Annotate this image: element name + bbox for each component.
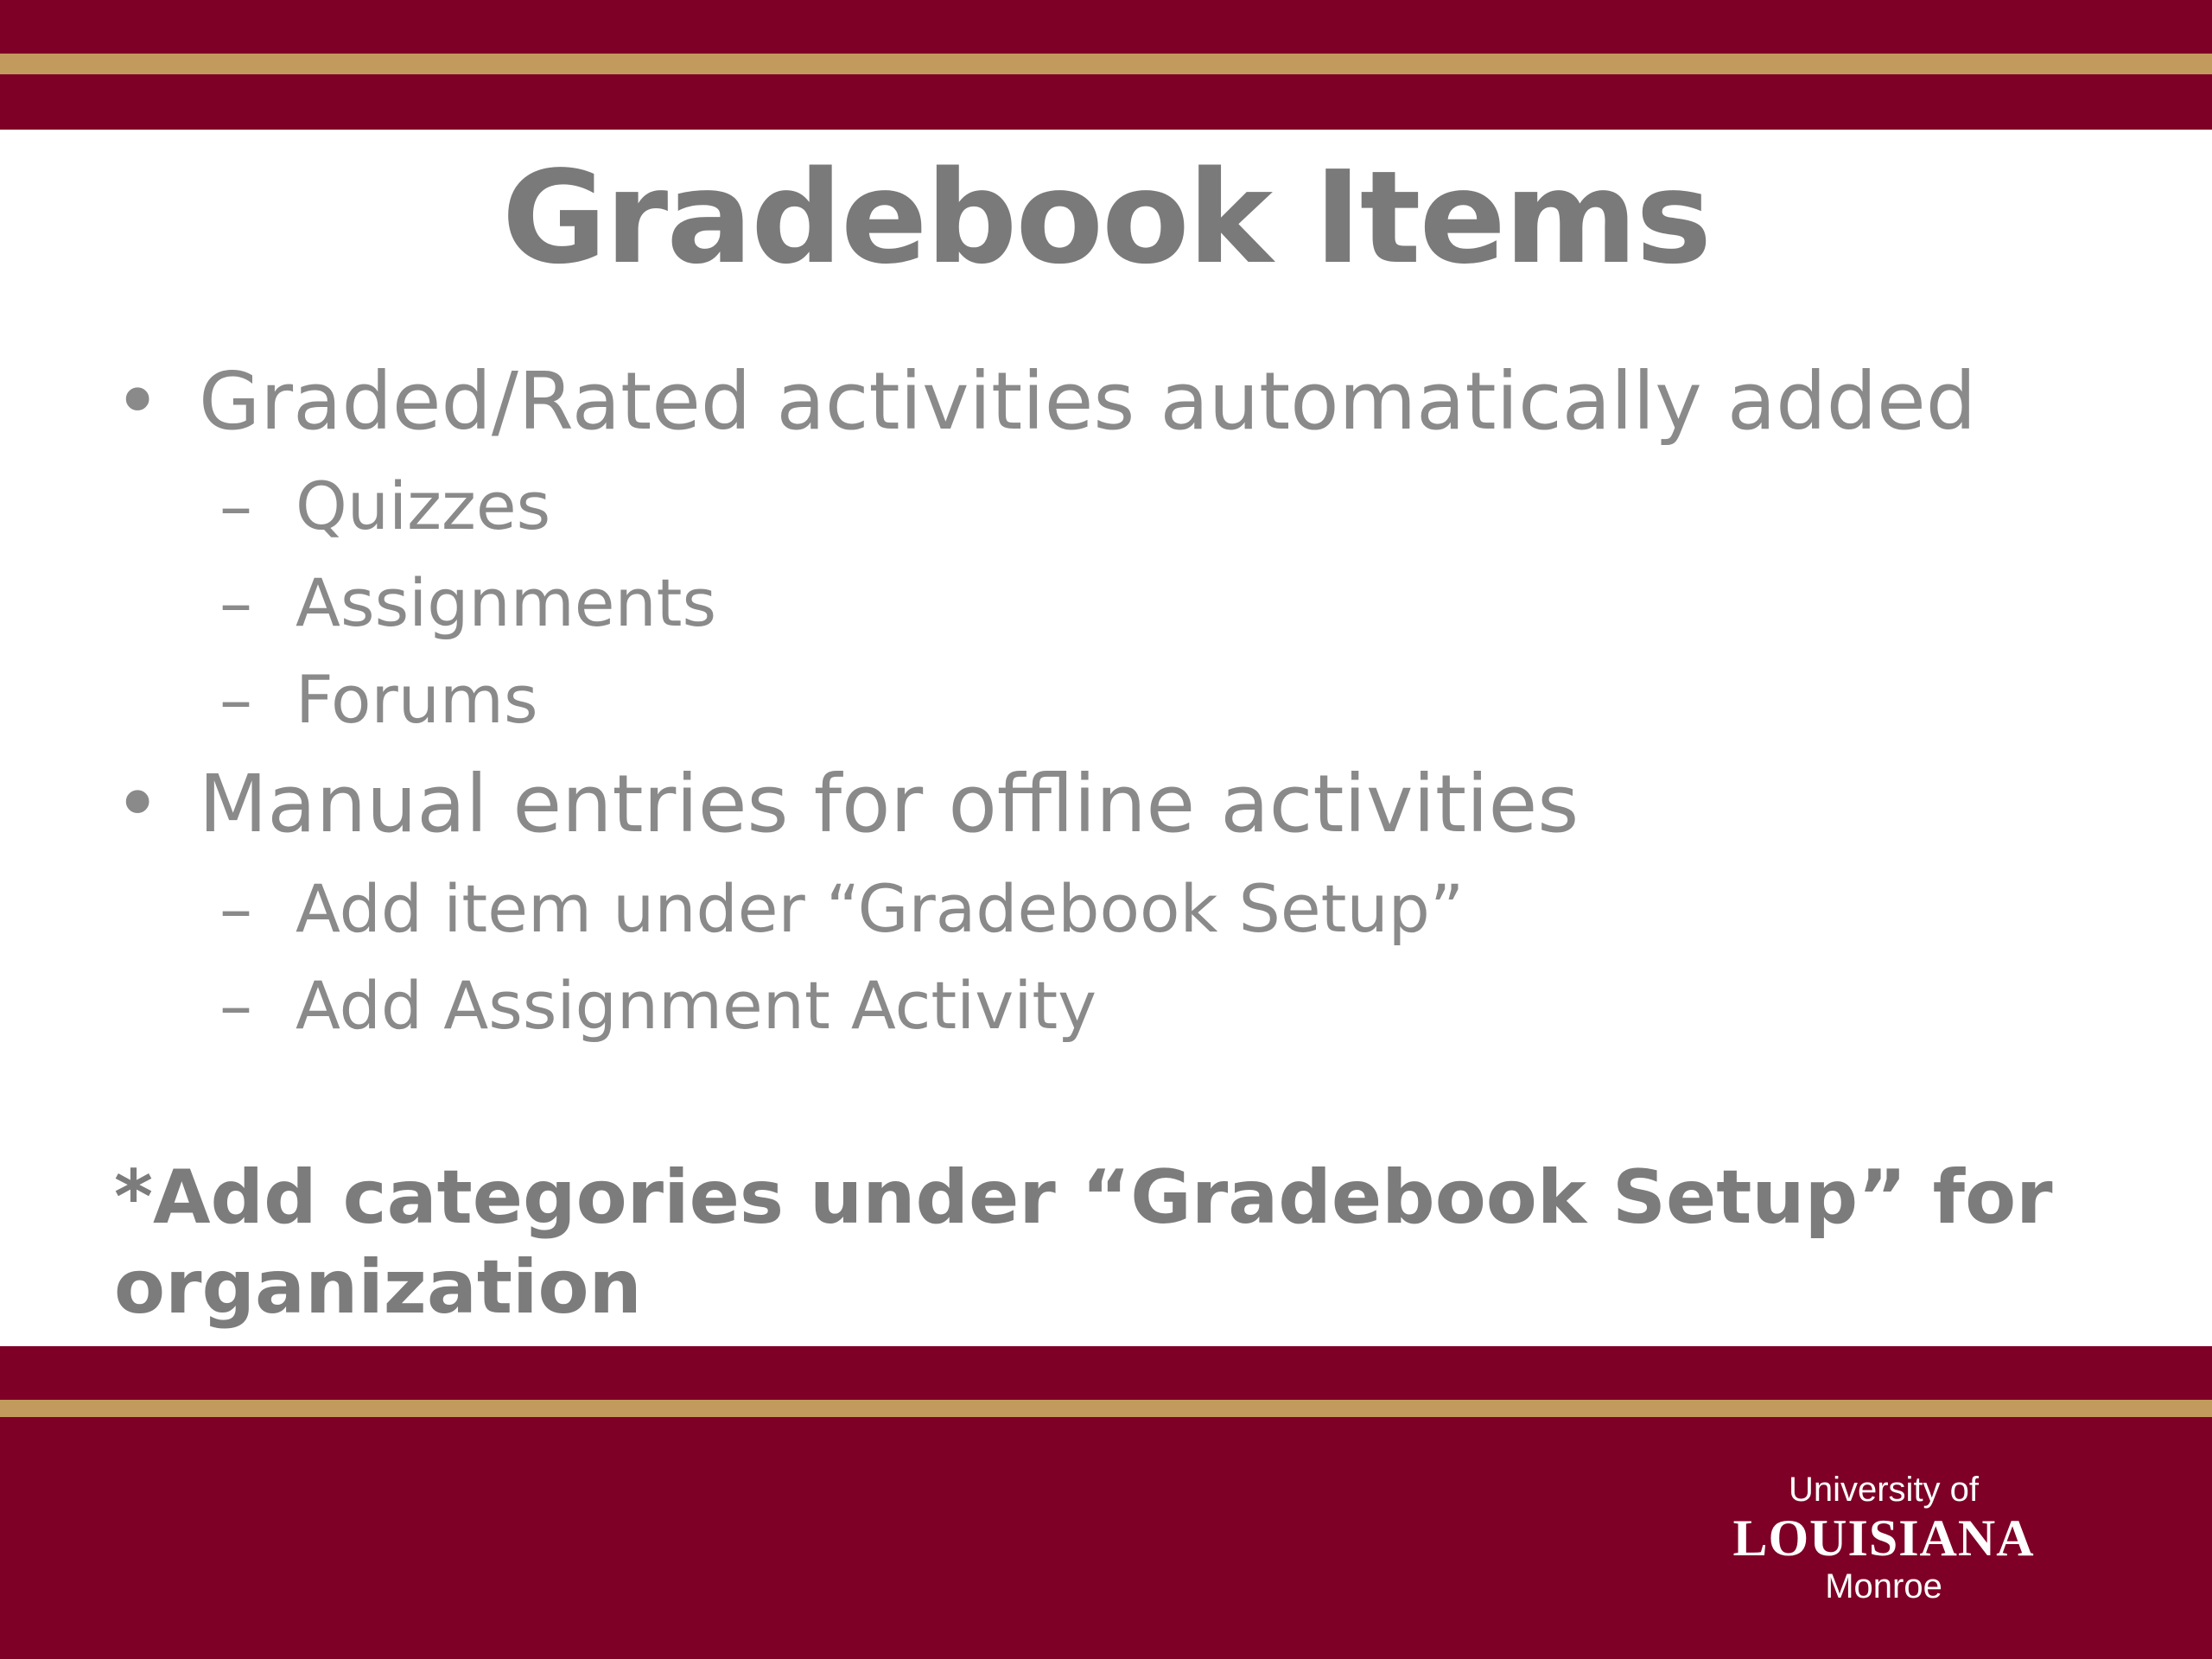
top-maroon-band-lower — [0, 74, 2212, 130]
university-logo — [1728, 1469, 2039, 1607]
bullet-item — [114, 346, 2127, 458]
sub-bullet-item — [114, 458, 2127, 555]
sub-bullet-text: Add Assignment Activity — [296, 967, 1097, 1044]
bullet-text: Graded/Rated activities automatically added — [199, 355, 1977, 448]
slide-title: Gradebook Items — [501, 143, 1711, 292]
top-maroon-band — [0, 0, 2212, 54]
sub-bullet-item — [114, 957, 2127, 1054]
sub-bullet-dash-icon: – — [219, 967, 252, 1044]
sub-bullet-text: Add item under “Gradebook Setup” — [296, 870, 1465, 947]
bottom-gold-stripe — [0, 1400, 2212, 1417]
organization-note: *Add categories under “Gradebook Setup” for organization — [114, 1154, 2053, 1331]
sub-bullet-dash-icon: – — [219, 467, 252, 544]
bullet-item — [114, 748, 2127, 861]
sub-bullet-item — [114, 652, 2127, 748]
sub-bullet-text: Quizzes — [296, 467, 551, 544]
sub-bullet-dash-icon: – — [219, 661, 252, 738]
sub-bullet-dash-icon: – — [219, 564, 252, 641]
bullet-dot-icon: • — [114, 355, 162, 448]
sub-bullet-item — [114, 555, 2127, 652]
logo-line-monroe: Monroe — [1825, 1567, 1942, 1605]
top-gold-stripe — [0, 54, 2212, 74]
bullet-dot-icon: • — [114, 758, 162, 850]
sub-bullet-item — [114, 861, 2127, 957]
sub-bullet-text: Forums — [296, 661, 538, 738]
logo-line-university-of: University of — [1788, 1471, 1980, 1509]
bullet-list — [114, 346, 2127, 1054]
bottom-maroon-band — [0, 1346, 2212, 1400]
bullet-text: Manual entries for offline activities — [199, 758, 1580, 850]
sub-bullet-text: Assignments — [296, 564, 717, 641]
sub-bullet-dash-icon: – — [219, 870, 252, 947]
logo-line-louisiana: LOUISIANA — [1732, 1510, 2035, 1567]
